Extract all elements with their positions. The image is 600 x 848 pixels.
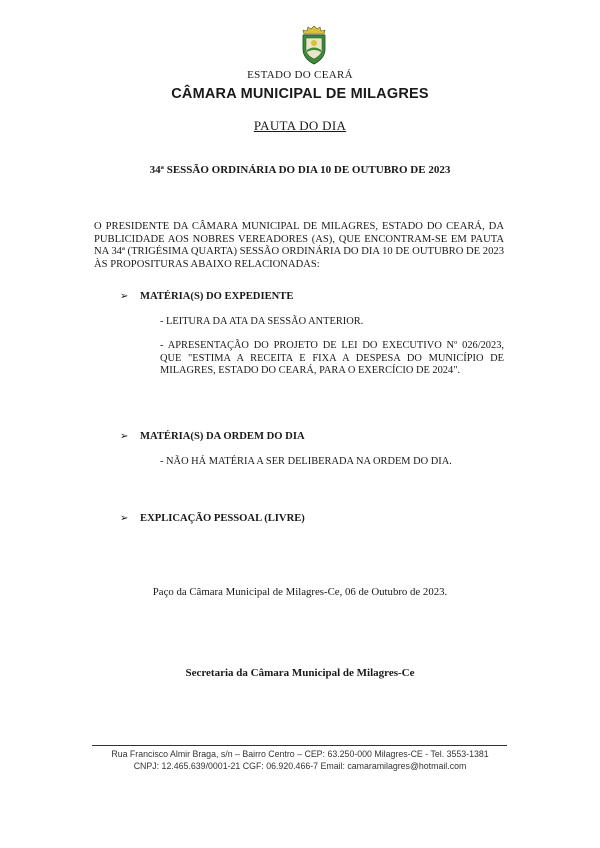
- bullet-arrow-icon: ➢: [120, 513, 129, 524]
- signature-line: Secretaria da Câmara Municipal de Milagres-Ce: [185, 667, 415, 679]
- bullet-arrow-icon: ➢: [120, 431, 129, 442]
- coat-of-arms-icon: [298, 25, 330, 65]
- page-title: PAUTA DO DIA: [253, 118, 347, 133]
- chamber-name: CÂMARA MUNICIPAL DE MILAGRES: [171, 86, 429, 102]
- list-item: - NÃO HÁ MATÉRIA A SER DELIBERADA NA ORDEM DO DIA.: [160, 456, 452, 467]
- place-date: Paço da Câmara Municipal de Milagres-Ce, 06 de Outubro de 2023.: [152, 586, 448, 598]
- section-heading-ordem: [120, 431, 305, 442]
- list-item: - APRESENTAÇÃO DO PROJETO DE LEI DO EXECUTIVO Nº 026/2023, QUE "ESTIMA A RECEITA E FIXA A DESPESA DO MUNICÍPIO DE MILAGRES, ESTADO DO CEARÁ, PARA O EXERCÍCIO DE 2024".: [160, 340, 504, 377]
- section-heading-label: MATÉRIA(S) DO EXPEDIENTE: [140, 291, 294, 302]
- footer-contact: CNPJ: 12.465.639/0001-21 CGF: 06.920.466-7 Email: camaramilagres@hotmail.com: [133, 761, 467, 771]
- footer-address: Rua Francisco Almir Braga, s/n – Bairro Centro – CEP: 63.250-000 Milagres-CE - Tel. 3553-1381: [111, 749, 489, 759]
- section-heading-label: EXPLICAÇÃO PESSOAL (LIVRE): [140, 513, 305, 524]
- state-name: ESTADO DO CEARÁ: [247, 69, 353, 81]
- intro-paragraph: O PRESIDENTE DA CÂMARA MUNICIPAL DE MILAGRES, ESTADO DO CEARÁ, DA PUBLICIDADE AOS NOBRES VEREADORES (AS), QUE ENCONTRAM-SE EM PAUTA NA 34ª (TRIGÉSIMA QUARTA) SESSÃO ORDINÁRIA DO DIA 10 DE OUTUBRO DE 2023 ÀS PROPOSITURAS ABAIXO RELACIONADAS:: [94, 221, 504, 270]
- section-heading-explicacao: [120, 513, 305, 524]
- list-item: - LEITURA DA ATA DA SESSÃO ANTERIOR.: [160, 316, 364, 327]
- footer-divider: [92, 745, 507, 746]
- section-heading-expediente: [120, 291, 294, 302]
- session-title: 34ª SESSÃO ORDINÁRIA DO DIA 10 DE OUTUBRO DE 2023: [149, 164, 451, 176]
- section-heading-label: MATÉRIA(S) DA ORDEM DO DIA: [140, 431, 305, 442]
- bullet-arrow-icon: ➢: [120, 291, 129, 302]
